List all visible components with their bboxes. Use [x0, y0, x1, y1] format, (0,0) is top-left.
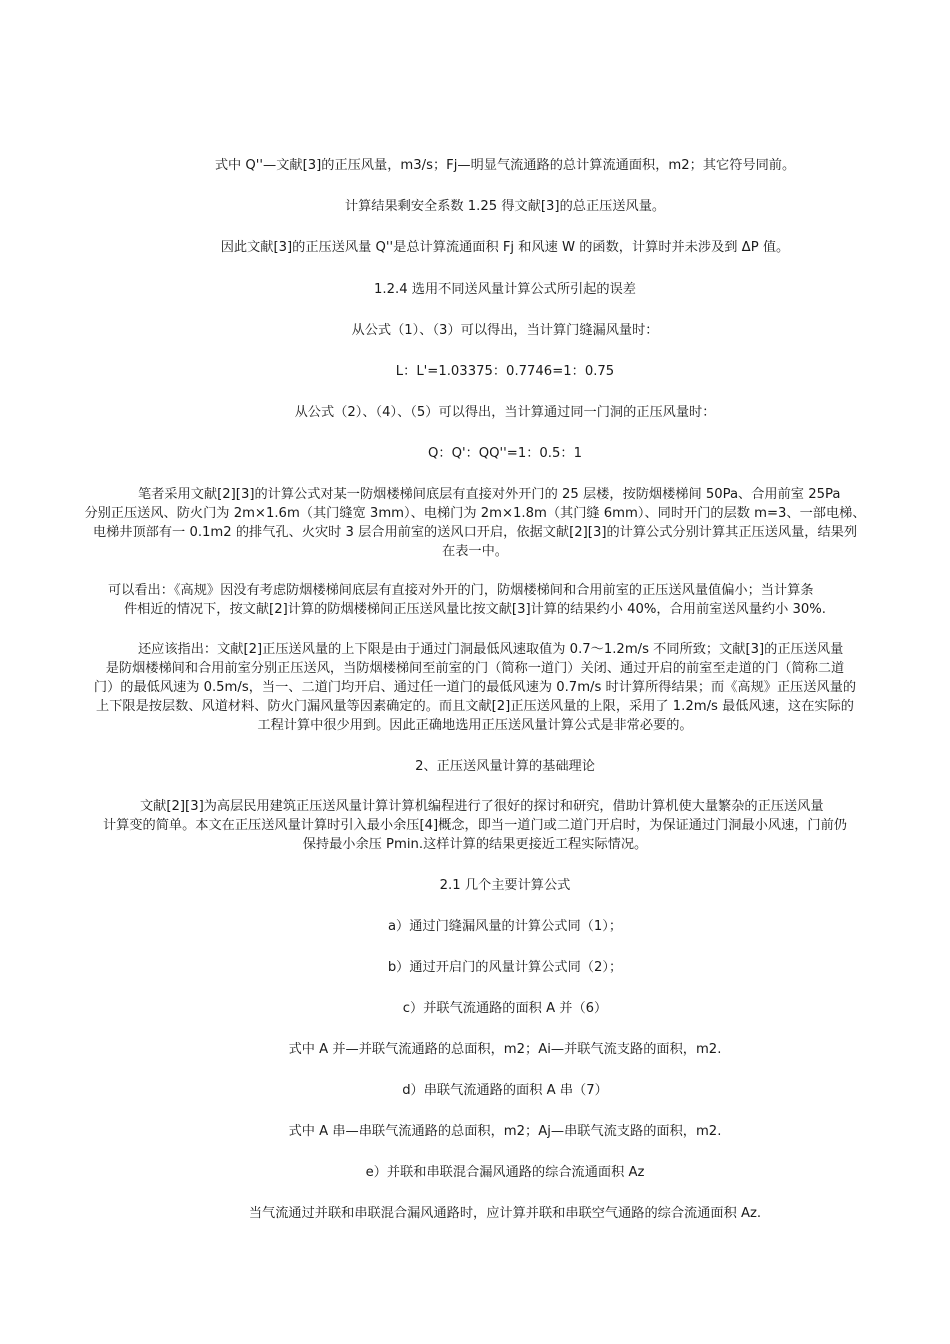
formula-item-d-note: 式中 A 串—串联气流通路的总面积，m2；Aj—串联气流支路的面积，m2.	[288, 1124, 722, 1139]
equation-leakage-ratio: L：L'=1.03375：0.7746=1：0.75	[395, 364, 615, 379]
paragraph-line: 电梯井顶部有一 0.1m2 的排气孔、火灾时 3 层合用前室的送风口开启，依据文献[2][3]的计算公式分别计算其正压送风量，结果列	[92, 525, 858, 540]
section-heading-2: 2、正压送风量计算的基础理论	[415, 759, 595, 774]
formula-item-c: c）并联气流通路的面积 A 并（6）	[402, 1001, 608, 1016]
paragraph-formula-2-4-5: 从公式（2）、（4）、（5）可以得出，当计算通过同一门洞的正压风量时：	[294, 405, 716, 420]
formula-item-b: b）通过开启门的风量计算公式同（2）；	[387, 960, 623, 975]
formula-item-e-note: 当气流通过并联和串联混合漏风通路时，应计算并联和串联空气通路的综合流通面积 Az.	[248, 1206, 762, 1221]
section-heading-2-1: 2.1 几个主要计算公式	[439, 878, 571, 893]
paragraph-line: 笔者采用文献[2][3]的计算公式对某一防烟楼梯间底层有直接对外开门的 25 层楼，按防烟楼梯间 50Pa、合用前室 25Pa	[138, 487, 841, 502]
paragraph-symbol-definition: 式中 Q''—文献[3]的正压风量，m3/s；Fj—明显气流通路的总计算流通面积，m2；其它符号同前。	[214, 158, 796, 173]
paragraph-comparison	[70, 581, 880, 619]
paragraph-upper-lower-limits	[70, 640, 880, 735]
paragraph-case-study	[70, 485, 880, 561]
paragraph-line: 是防烟楼梯间和合用前室分别正压送风，当防烟楼梯间至前室的门（简称一道门）关闭、通过开启的前室至走道的门（简称二道	[105, 661, 845, 676]
paragraph-line: 计算变的简单。本文在正压送风量计算时引入最小余压[4]概念，即当一道门或二道门开启时，为保证通过门洞最小风速，门前仍	[103, 818, 847, 833]
paragraph-line: 还应该指出：文献[2]正压送风量的上下限是由于通过门洞最低风速取值为 0.7～1.2m/s 不同所致；文献[3]的正压送风量	[138, 642, 844, 657]
paragraph-line: 可以看出：《高规》因没有考虑防烟楼梯间底层有直接对外开的门，防烟楼梯间和合用前室的正压送风量值偏小；当计算条	[108, 583, 814, 598]
formula-item-a: a）通过门缝漏风量的计算公式同（1）；	[387, 919, 623, 934]
paragraph-function-note: 因此文献[3]的正压送风量 Q''是总计算流通面积 Fj 和风速 W 的函数，计算时并未涉及到 ΔP 值。	[220, 240, 790, 255]
paragraph-safety-factor: 计算结果剩安全系数 1.25 得文献[3]的总正压送风量。	[344, 199, 666, 214]
paragraph-formula-1-3: 从公式（1）、（3）可以得出，当计算门缝漏风量时：	[351, 323, 659, 338]
paragraph-line: 上下限是按层数、风道材料、防火门漏风量等因素确定的。而且文献[2]正压送风量的上限，采用了 1.2m/s 最低风速，这在实际的	[96, 699, 854, 714]
paragraph-theory-intro	[70, 797, 880, 854]
paragraph-line: 工程计算中很少用到。因此正确地选用正压送风量计算公式是非常必要的。	[257, 718, 693, 733]
formula-item-d: d）串联气流通路的面积 A 串（7）	[402, 1083, 608, 1098]
section-heading-1-2-4: 1.2.4 选用不同送风量计算公式所引起的误差	[374, 282, 636, 297]
formula-item-e: e）并联和串联混合漏风通路的综合流通面积 Az	[365, 1165, 645, 1180]
paragraph-line: 门）的最低风速为 0.5m/s，当一、二道门均开启、通过任一道门的最低风速为 0.7m/s 时计算所得结果；而《高规》正压送风量的	[93, 680, 857, 695]
paragraph-line: 保持最小余压 Pmin.这样计算的结果更接近工程实际情况。	[302, 837, 648, 852]
paragraph-line: 在表一中。	[442, 544, 508, 559]
paragraph-line: 分别正压送风、防火门为 2m×1.6m（其门缝宽 3mm）、电梯门为 2m×1.8m（其门缝 6mm）、同时开门的层数 m=3、一部电梯、	[84, 506, 866, 521]
equation-airflow-ratio: Q：Q'：QQ''=1：0.5：1	[428, 446, 582, 461]
paragraph-line: 文献[2][3]为高层民用建筑正压送风量计算计算机编程进行了很好的探讨和研究，借助计算机使大量繁杂的正压送风量	[140, 799, 824, 814]
formula-item-c-note: 式中 A 并—并联气流通路的总面积，m2；Ai—并联气流支路的面积，m2.	[288, 1042, 722, 1057]
paragraph-line: 件相近的情况下，按文献[2]计算的防烟楼梯间正压送风量比按文献[3]计算的结果约小 40%，合用前室送风量约小 30%.	[124, 602, 826, 617]
